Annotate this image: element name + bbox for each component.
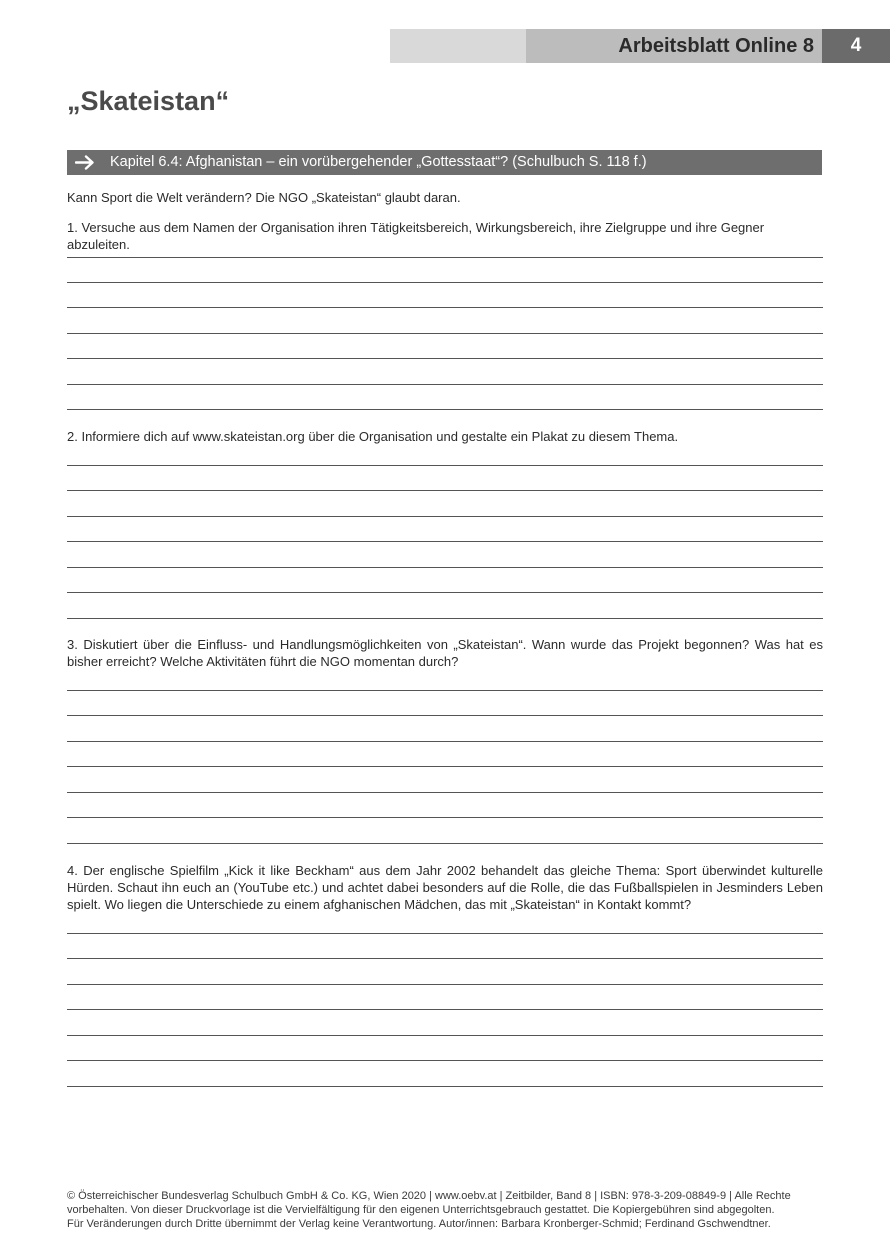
answer-line[interactable] [67,490,823,491]
answer-line[interactable] [67,1086,823,1087]
worksheet-title: Arbeitsblatt Online 8 [618,35,814,57]
answer-line[interactable] [67,741,823,742]
footer-line: Für Veränderungen durch Dritte übernimmt der Verlag keine Verantwortung. Autor/innen: Barbara Kronberger-Schmid; Ferdinand Gschwendtner. [67,1218,771,1230]
answer-line[interactable] [67,409,823,410]
answer-line[interactable] [67,715,823,716]
intro-text: Kann Sport die Welt verändern? Die NGO „Skateistan“ glaubt daran. [67,190,461,205]
question-4: 4. Der englische Spielfilm „Kick it like Beckham“ aus dem Jahr 2002 behandelt das gleiche Thema: Sport überwindet kulturelle Hürden. Schaut ihn euch an (YouTube etc.) und achtet dabei besonders auf die Rolle, die das Fußballspielen in Jesminders Leben spielt. Wo liegen die Unterschiede zu einem afghanischen Mädchen, das mit „Skateistan“ in Kontakt kommt? [67,863,823,912]
answer-line[interactable] [67,766,823,767]
answer-line[interactable] [67,1009,823,1010]
answer-line[interactable] [67,958,823,959]
answer-line[interactable] [67,843,823,844]
question-2: 2. Informiere dich auf www.skateistan.org über die Organisation und gestalte ein Plakat zu diesem Thema. [67,429,679,444]
answer-line[interactable] [67,384,823,385]
question-3: 3. Diskutiert über die Einfluss- und Handlungsmöglichkeiten von „Skateistan“. Wann wurde das Projekt begonnen? Was hat es bisher erreicht? Welche Aktivitäten führt die NGO momentan durch? [67,637,823,669]
answer-line[interactable] [67,1035,823,1036]
chapter-bar [67,150,822,175]
page-number: 4 [822,29,890,63]
answer-line[interactable] [67,333,823,334]
answer-line[interactable] [67,690,823,691]
answer-line[interactable] [67,567,823,568]
answer-line[interactable] [67,541,823,542]
question-1: 1. Versuche aus dem Namen der Organisation ihren Tätigkeitsbereich, Wirkungsbereich, ihre Zielgruppe und ihre Gegner abzuleiten. [67,220,765,252]
answer-line[interactable] [67,618,823,619]
footer-line: © Österreichischer Bundesverlag Schulbuch GmbH & Co. KG, Wien 2020 | www.oebv.at | Zeitbilder, Band 8 | ISBN: 978-3-209-08849-9 | Alle Rechte [67,1190,791,1202]
arrow-right-icon [75,155,95,170]
answer-line[interactable] [67,358,823,359]
answer-line[interactable] [67,984,823,985]
answer-line[interactable] [67,592,823,593]
answer-line[interactable] [67,1060,823,1061]
footer-line: vorbehalten. Von dieser Druckvorlage ist die Vervielfältigung für den eigenen Unterrichtsgebrauch gestattet. Die Kopiergebühren sind abgegolten. [67,1204,775,1216]
answer-line[interactable] [67,516,823,517]
answer-line[interactable] [67,307,823,308]
answer-line[interactable] [67,817,823,818]
answer-line[interactable] [67,282,823,283]
answer-line[interactable] [67,792,823,793]
chapter-heading: Kapitel 6.4: Afghanistan – ein vorübergehender „Gottesstaat“? (Schulbuch S. 118 f.) [110,154,647,170]
page-title: „Skateistan“ [67,86,230,116]
answer-line[interactable] [67,257,823,258]
header-bar-light [390,29,526,63]
copyright-footer [67,1189,827,1231]
answer-line[interactable] [67,465,823,466]
answer-line[interactable] [67,933,823,934]
